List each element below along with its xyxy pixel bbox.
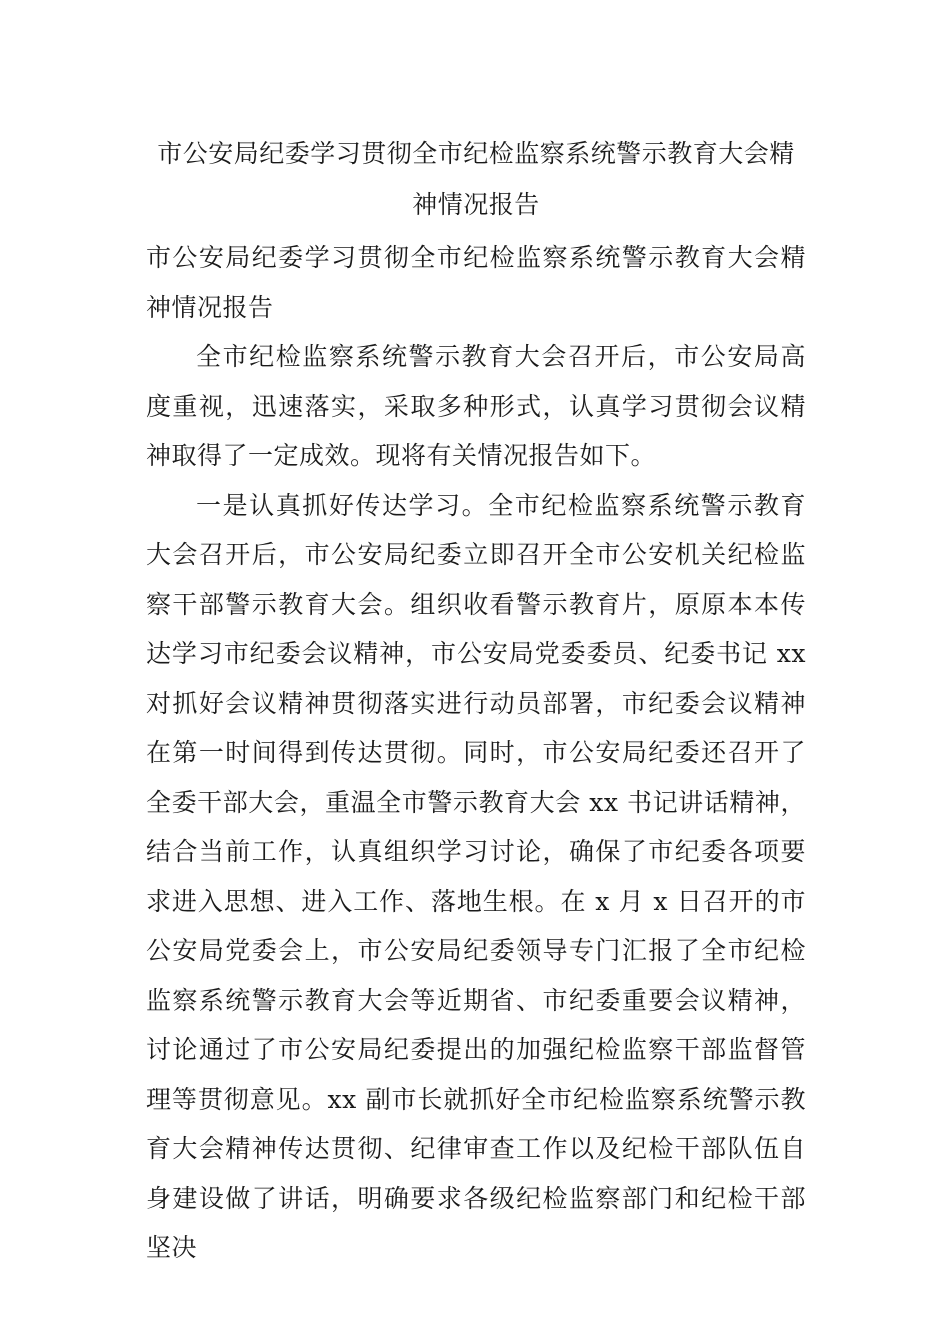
paragraph-point-one: 一是认真抓好传达学习。全市纪检监察系统警示教育大会召开后，市公安局纪委立即召开全市公安机关纪检监察干部警示教育大会。组织收看警示教育片，原原本本传达学习市纪委会议精神，市公安局党委委员、纪委书记 xx 对抓好会议精神贯彻落实进行动员部署，市纪委会议精神在第一时间得到传达贯彻。同时，市公安局纪委还召开了全委干部大会，重温全市警示教育大会 xx 书记讲话精神，结合当前工作，认真组织学习讨论，确保了市纪委各项要求进入思想、进入工作、落地生根。在 x 月 x 日召开的市公安局党委会上，市公安局纪委领导专门汇报了全市纪检监察系统警示教育大会等近期省、市纪委重要会议精神，讨论通过了市公安局纪委提出的加强纪检监察干部监督管理等贯彻意见。xx 副市长就抓好全市纪检监察系统警示教育大会精神传达贯彻、纪律审查工作以及纪检干部队伍自身建设做了讲话，明确要求各级纪检监察部门和纪检干部坚决 [146,490,806,1262]
document-title: 市公安局纪委学习贯彻全市纪检监察系统警示教育大会精神情况报告 [157,139,795,219]
paragraph-intro: 全市纪检监察系统警示教育大会召开后，市公安局高度重视，迅速落实，采取多种形式，认真学习贯彻会议精神取得了一定成效。现将有关情况报告如下。 [146,342,806,470]
document-body [146,233,806,1273]
repeated-title-line: 市公安局纪委学习贯彻全市纪检监察系统警示教育大会精神情况报告 [146,243,806,322]
